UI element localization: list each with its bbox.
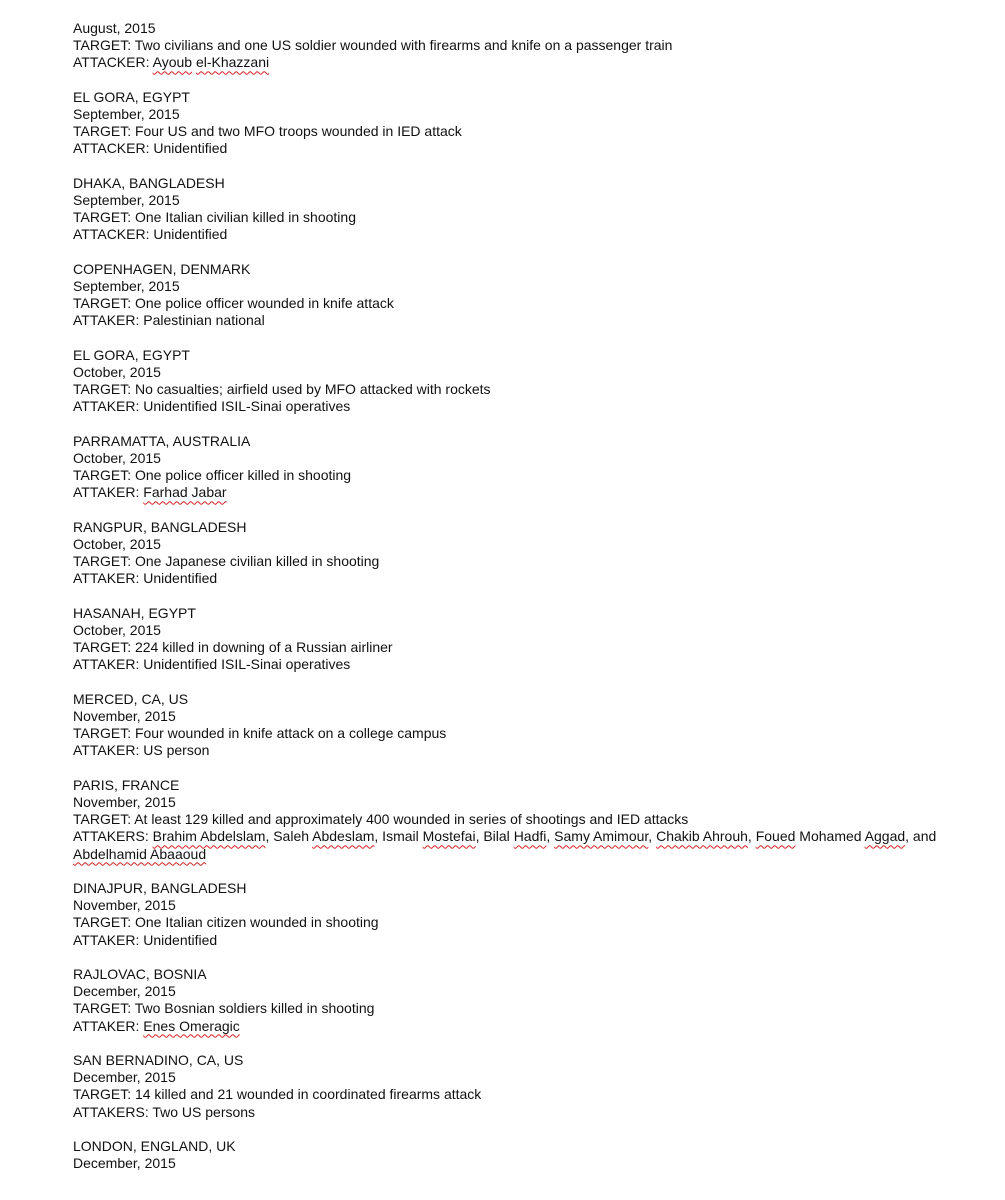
text-segment: November, 2015: [73, 897, 176, 914]
text-line: [73, 725, 973, 742]
text-segment: ATTAKERS: Two US persons: [73, 1103, 256, 1120]
paragraph-spacer: [73, 588, 973, 605]
text-line: [73, 1138, 973, 1155]
text-segment: DINAJPUR, BANGLADESH: [73, 880, 247, 896]
text-line: [73, 605, 973, 622]
text-line: [73, 261, 973, 278]
text-line: [73, 880, 973, 897]
paragraph-spacer: [73, 863, 973, 880]
text-segment: ATTACKER:: [73, 54, 153, 71]
text-segment: MERCED, CA, US: [73, 690, 189, 707]
text-line: [73, 484, 973, 501]
text-segment: October, 2015: [73, 622, 161, 638]
paragraph-spacer: [73, 949, 973, 966]
misspelled-word: Brahim Abdelslam: [152, 828, 266, 845]
text-segment: COPENHAGEN, DENMARK: [73, 260, 251, 277]
misspelled-word: Ayoub: [152, 54, 193, 71]
text-line: [73, 226, 973, 243]
text-line: [73, 708, 973, 725]
text-segment: TARGET: One police officer wounded in knife attack: [73, 295, 394, 312]
misspelled-word: Hadfi: [513, 828, 547, 845]
incident-entry: [73, 605, 973, 674]
text-line: [73, 398, 973, 415]
text-segment: DHAKA, BANGLADESH: [73, 174, 225, 191]
text-segment: ,: [546, 828, 555, 845]
text-line: [73, 553, 973, 570]
text-segment: TARGET: At least 129 killed and approximately 400 wounded in series of shootings and IED attacks: [73, 811, 689, 828]
text-line: [73, 794, 973, 811]
text-line: [73, 777, 973, 794]
text-line: [73, 1018, 973, 1035]
text-segment: ,: [747, 828, 756, 845]
text-segment: ATTAKER: US person: [73, 742, 210, 759]
incident-entry: [73, 433, 973, 502]
text-line: [73, 312, 973, 329]
text-segment: TARGET: No casualties; airfield used by MFO attacked with rockets: [73, 381, 491, 398]
text-line: [73, 433, 973, 450]
text-line: [73, 192, 973, 209]
misspelled-word: Chakib Ahrouh: [656, 828, 748, 845]
text-line: [73, 1104, 973, 1121]
text-segment: September, 2015: [73, 106, 180, 122]
text-line: [73, 570, 973, 587]
text-line: [73, 364, 973, 381]
text-segment: LONDON, ENGLAND, UK: [73, 1138, 236, 1154]
text-line: [73, 1000, 973, 1017]
text-line: [73, 106, 973, 123]
paragraph-spacer: [73, 760, 973, 777]
incident-entry: [73, 89, 973, 158]
incident-entry: [73, 880, 973, 949]
text-segment: October, 2015: [73, 364, 161, 380]
text-line: [73, 123, 973, 140]
misspelled-word: Foued: [755, 828, 796, 845]
text-segment: ATTAKER: Unidentified ISIL-Sinai operatives: [73, 398, 351, 415]
misspelled-word: Mostefai: [422, 828, 476, 845]
paragraph-spacer: [73, 416, 973, 433]
text-segment: December, 2015: [73, 1069, 176, 1086]
incident-entry: [73, 777, 973, 863]
text-segment: TARGET: 224 killed in downing of a Russian airliner: [73, 639, 393, 656]
text-segment: September, 2015: [73, 192, 180, 208]
text-line: [73, 519, 973, 536]
text-segment: TARGET: One Japanese civilian killed in shooting: [73, 553, 380, 570]
text-segment: EL GORA, EGYPT: [73, 346, 190, 363]
incident-entry: [73, 691, 973, 760]
text-segment: TARGET: Four wounded in knife attack on a college campus: [73, 725, 447, 742]
text-line: [73, 140, 973, 157]
text-line: [73, 983, 973, 1000]
text-line: [73, 209, 973, 226]
text-segment: HASANAH, EGYPT: [73, 604, 196, 621]
incident-entry: [73, 1052, 973, 1121]
text-line: [73, 691, 973, 708]
text-line: [73, 639, 973, 656]
incident-entry: [73, 966, 973, 1035]
misspelled-word: Abdelhamid Abaaoud: [73, 845, 207, 862]
text-segment: ATTACKER: Unidentified: [73, 226, 228, 243]
text-line: [73, 54, 973, 71]
text-line: [73, 37, 973, 54]
text-line: [73, 20, 973, 37]
misspelled-word: Aggad: [864, 828, 906, 845]
text-line: [73, 381, 973, 398]
text-segment: ATTACKER: Unidentified: [73, 140, 228, 157]
incident-entry: [73, 1138, 973, 1172]
misspelled-word: Enes Omeragic: [143, 1017, 240, 1034]
paragraph-spacer: [73, 72, 973, 89]
text-line: [73, 278, 973, 295]
text-segment: EL GORA, EGYPT: [73, 88, 190, 105]
text-segment: ,: [648, 828, 657, 845]
text-segment: , Ismail: [374, 828, 423, 845]
text-segment: November, 2015: [73, 794, 176, 810]
text-line: [73, 966, 973, 983]
text-line: [73, 1052, 973, 1069]
text-line: [73, 656, 973, 673]
text-line: [73, 932, 973, 949]
text-segment: ATTAKERS:: [73, 828, 153, 845]
paragraph-spacer: [73, 244, 973, 261]
text-line: [73, 1069, 973, 1086]
text-line: [73, 828, 973, 862]
text-segment: October, 2015: [73, 536, 161, 552]
incident-entry: [73, 519, 973, 588]
text-segment: RAJLOVAC, BOSNIA: [73, 966, 207, 982]
incident-entry: [73, 347, 973, 416]
text-segment: PARIS, FRANCE: [73, 776, 180, 793]
text-segment: ATTAKER: Unidentified: [73, 570, 218, 587]
text-segment: RANGPUR, BANGLADESH: [73, 518, 247, 535]
text-segment: TARGET: Four US and two MFO troops wounded in IED attack: [73, 123, 462, 140]
text-line: [73, 450, 973, 467]
text-line: [73, 175, 973, 192]
text-line: [73, 914, 973, 931]
text-line: [73, 1086, 973, 1103]
misspelled-word: Farhad Jabar: [143, 484, 227, 501]
text-segment: TARGET: 14 killed and 21 wounded in coordinated firearms attack: [73, 1086, 482, 1103]
text-segment: TARGET: One Italian citizen wounded in shooting: [73, 914, 379, 931]
text-segment: TARGET: One police officer killed in shooting: [73, 467, 352, 484]
text-segment: PARRAMATTA, AUSTRALIA: [73, 432, 251, 449]
misspelled-word: Abdeslam: [312, 828, 375, 845]
text-segment: TARGET: One Italian civilian killed in shooting: [73, 209, 356, 226]
text-segment: , and: [905, 828, 937, 845]
text-segment: TARGET: Two civilians and one US soldier wounded with firearms and knife on a passenger train: [73, 37, 673, 54]
text-segment: ATTAKER: Unidentified ISIL-Sinai operatives: [73, 656, 351, 673]
text-segment: November, 2015: [73, 708, 176, 724]
text-line: [73, 811, 973, 828]
text-segment: ATTAKER:: [73, 1017, 144, 1034]
misspelled-word: Samy Amimour: [554, 828, 649, 845]
text-segment: September, 2015: [73, 278, 180, 294]
text-segment: ATTAKER:: [73, 484, 144, 501]
misspelled-word: el-Khazzani: [195, 54, 270, 71]
text-segment: December, 2015: [73, 1155, 176, 1172]
text-line: [73, 295, 973, 312]
text-line: [73, 742, 973, 759]
text-segment: ATTAKER: Unidentified: [73, 931, 218, 948]
text-segment: December, 2015: [73, 983, 176, 1000]
text-line: [73, 897, 973, 914]
text-line: [73, 89, 973, 106]
text-line: [73, 1155, 973, 1172]
paragraph-spacer: [73, 158, 973, 175]
paragraph-spacer: [73, 1121, 973, 1138]
paragraph-spacer: [73, 502, 973, 519]
text-line: [73, 467, 973, 484]
incident-entry: [73, 175, 973, 244]
text-line: [73, 347, 973, 364]
incident-entry: [73, 20, 973, 72]
document-page: [73, 20, 973, 1172]
paragraph-spacer: [73, 674, 973, 691]
paragraph-spacer: [73, 330, 973, 347]
text-segment: Mohamed: [795, 828, 865, 845]
text-segment: TARGET: Two Bosnian soldiers killed in shooting: [73, 1000, 375, 1017]
text-segment: ATTAKER: Palestinian national: [73, 312, 265, 329]
incident-entry: [73, 261, 973, 330]
text-line: [73, 536, 973, 553]
text-segment: SAN BERNADINO, CA, US: [73, 1052, 244, 1068]
text-segment: , Saleh: [265, 828, 313, 845]
text-segment: August, 2015: [73, 20, 156, 36]
paragraph-spacer: [73, 1035, 973, 1052]
text-segment: October, 2015: [73, 450, 161, 466]
text-segment: , Bilal: [475, 828, 514, 845]
text-line: [73, 622, 973, 639]
